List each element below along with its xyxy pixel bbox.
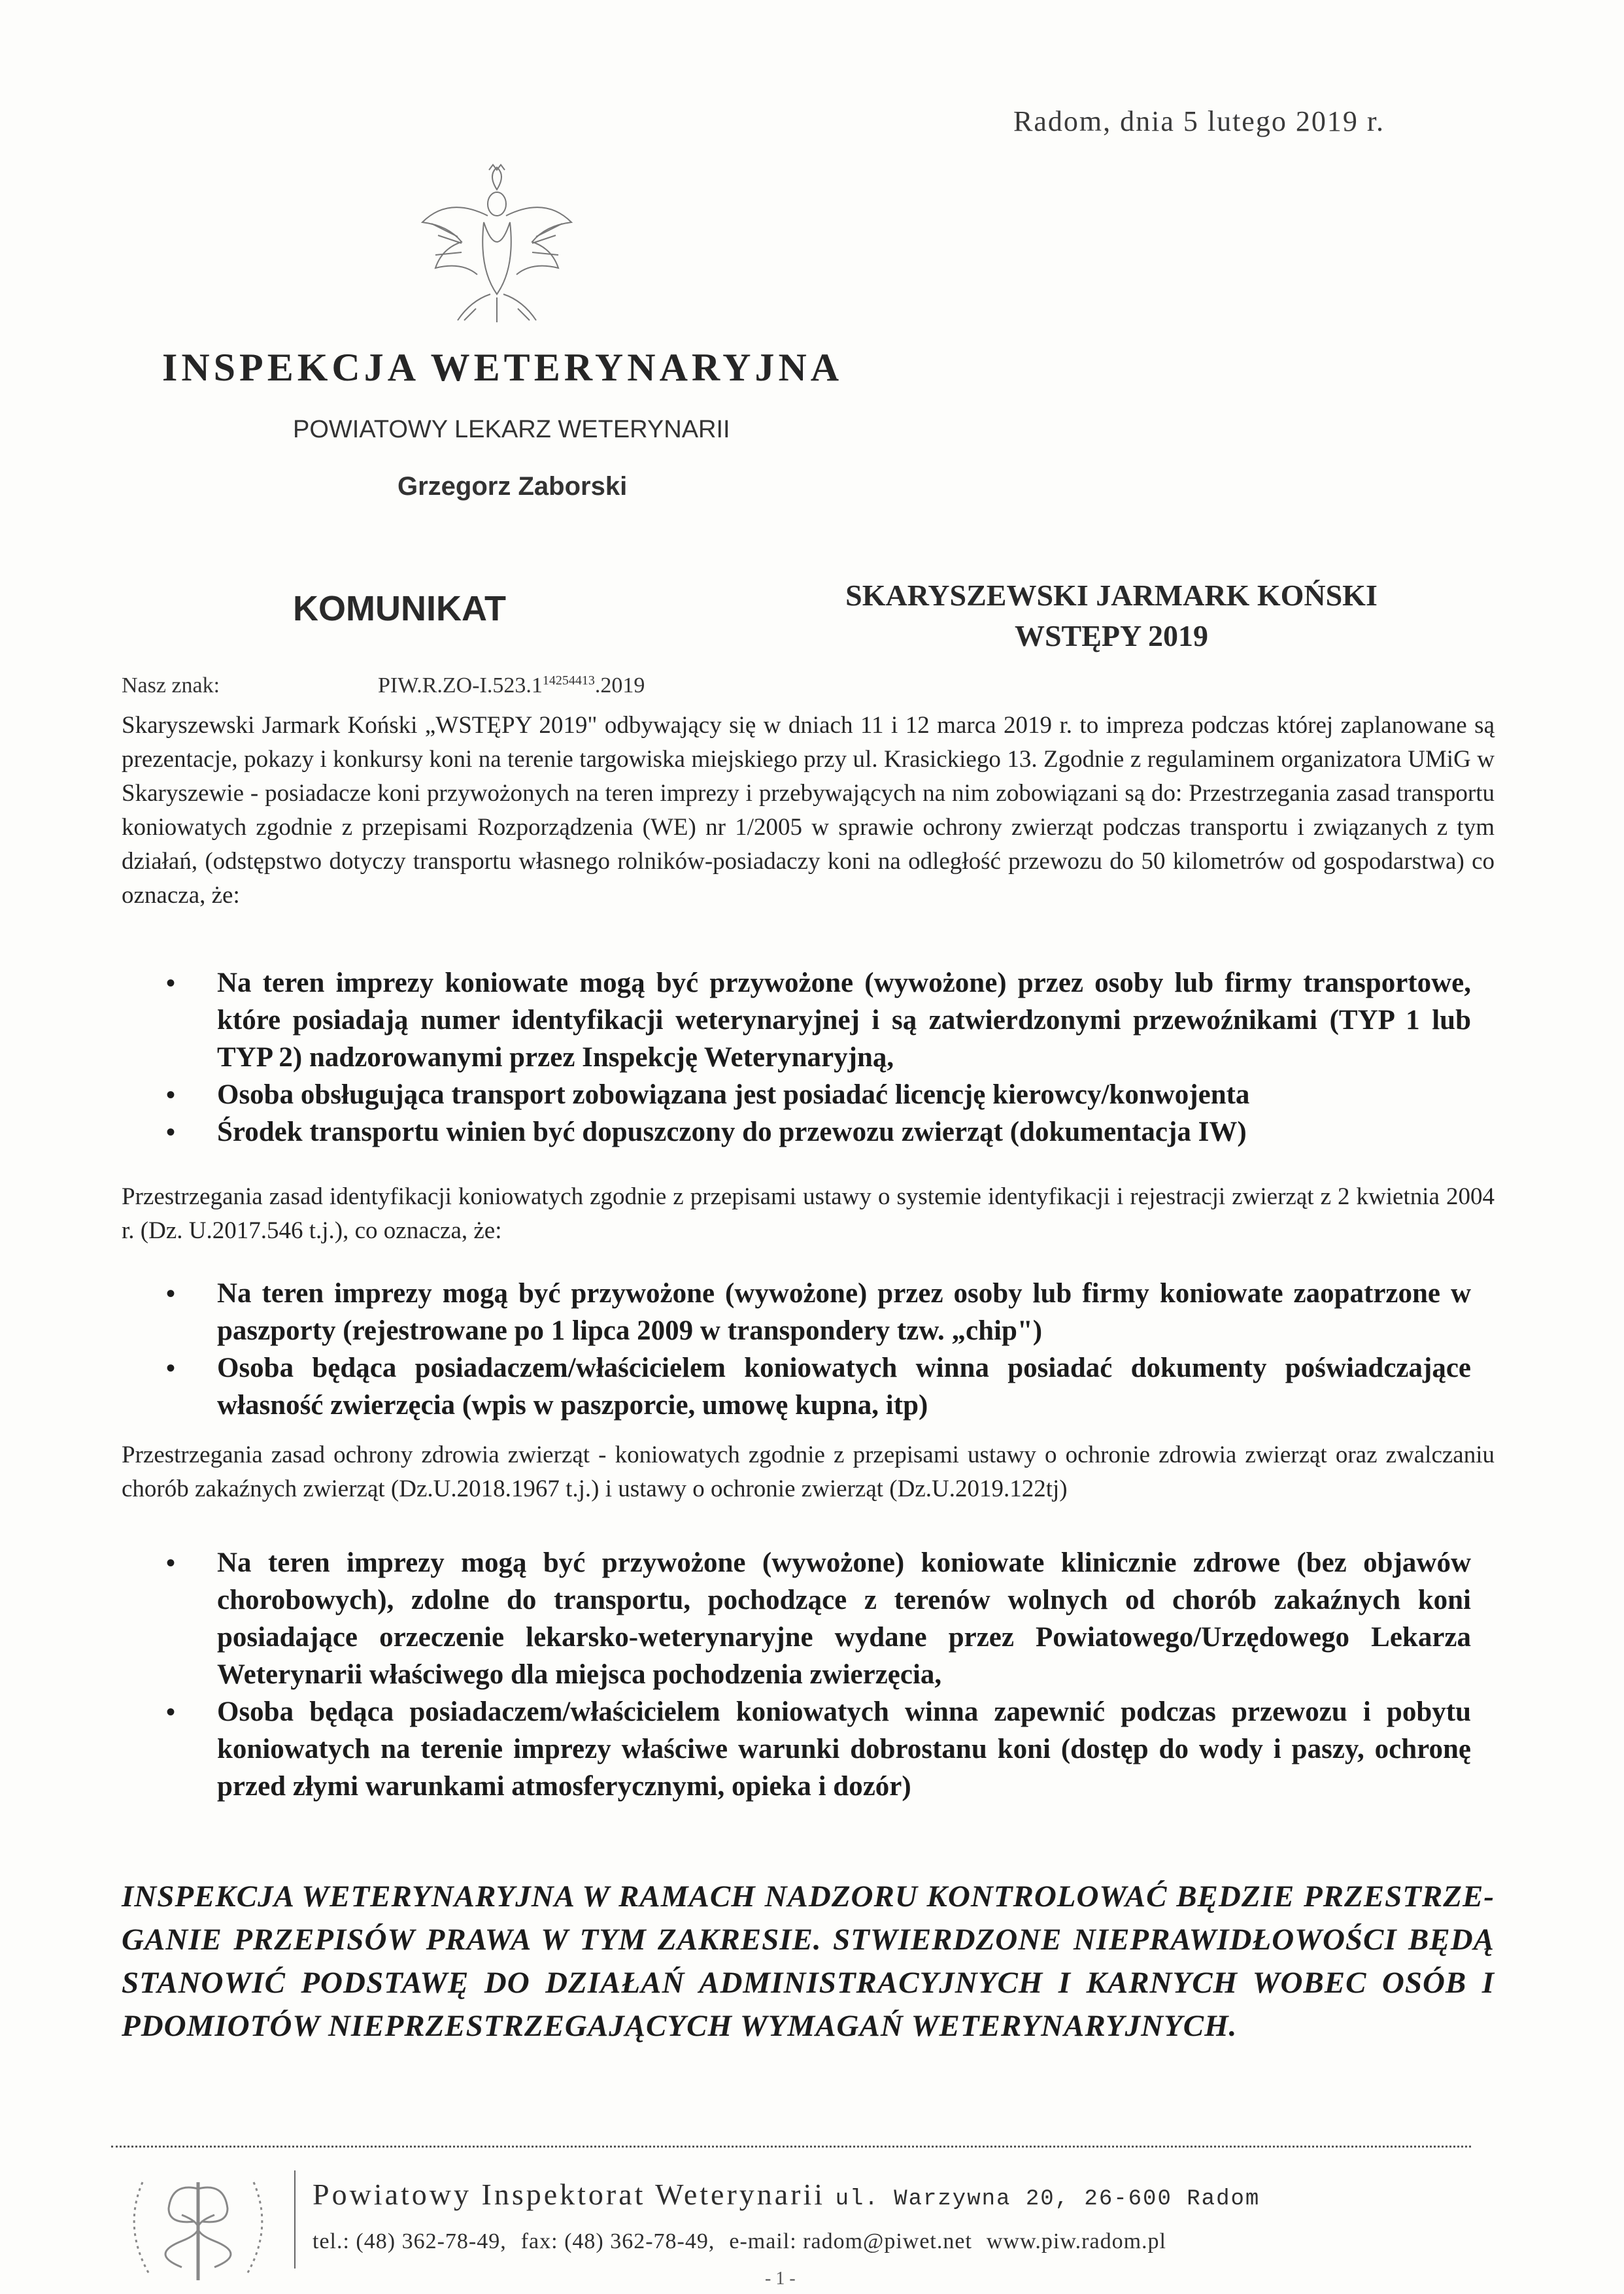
footer-contact-line — [313, 2229, 1181, 2254]
list-item: • Na teren imprezy mogą być przywożone (wywożone) przez osoby lub firmy koniowate zaopatrzone w paszporty (rejestrowane po 1 lipca 2009 w transpondery tzw. „chip") — [163, 1275, 1471, 1349]
footer-phone: tel.: (48) 362-78-49, — [313, 2229, 507, 2253]
reference-label: Nasz znak: — [122, 673, 220, 698]
list-item: • Osoba będąca posiadaczem/właścicielem koniowatych winna posiadać dokumenty poświadczające własność zwierzęcia (wpis w paszporcie, umowę kupna, itp) — [163, 1349, 1471, 1424]
transport-requirements-list — [163, 964, 1471, 1151]
intro-paragraph: Skaryszewski Jarmark Koński „WSTĘPY 2019" odbywający się w dniach 11 i 12 marca 2019 r. to impreza podczas której zaplanowane są prezentacje, pokazy i konkursy koni na terenie targowiska miejskiego przy ul. Krasickiego 13. Zgodnie z regulaminem organizatora UMiG w Skaryszewie - posiadacze koni przywożonych na teren imprezy i przebywających na nim zobowiązani są do: Przestrzegania zasad transportu koniowatych zgodnie z przepisami Rozporządzenia (WE) nr 1/2005 w sprawie ochrony zwierząt podczas transportu i związanych z tym działań, (odstępstwo dotyczy transportu własnego rolników-posiadaczy koni na odległość przewozu do 50 kilometrów od gospodarstwa) co oznacza, że: — [122, 712, 1495, 909]
footer-separator — [294, 2170, 296, 2269]
list-item: • Na teren imprezy koniowate mogą być przywożone (wywożone) przez osoby lub firmy transportowe, które posiadają numer identyfikacji weterynaryjnej i są zatwierdzonymi przewoźnikami (TYP 1 lub TYP 2) nadzorowanymi przez Inspekcję Weterynaryjną, — [163, 964, 1471, 1076]
announcement-heading: KOMUNIKAT — [293, 589, 506, 628]
footer-office-name: Powiatowy Inspektorat Weterynarii — [313, 2178, 826, 2211]
polish-eagle-emblem-icon — [412, 163, 582, 327]
health-requirements-list — [163, 1544, 1471, 1805]
document-date: Radom, dnia 5 lutego 2019 r. — [1013, 105, 1385, 137]
identification-requirements-list — [163, 1275, 1471, 1424]
closing-statement: INSPEKCJA WETERYNARYJNA W RAMACH NADZORU KONTROLOWAĆ BĘDZIE PRZESTRZE-GANIE PRZEPISÓW PRAWA W TYM ZAKRESIE. STWIERDZONE NIEPRAWIDŁOWOŚCI BĘDĄ STANOWIĆ PODSTAWĘ DO DZIAŁAŃ ADMINISTRACYJNYCH I KARNYCH WOBEC OSÓB I PDOMIOTÓW NIEPRZESTRZEGAJĄCYCH WYMAGAŃ WETERYNARYJNYCH. — [122, 1880, 1495, 2043]
list-item: • Środek transportu winien być dopuszczony do przewozu zwierząt (dokumentacja IW) — [163, 1113, 1471, 1151]
footer-email: e-mail: radom@piwet.net — [729, 2229, 972, 2253]
health-paragraph: Przestrzegania zasad ochrony zdrowia zwierząt - koniowatych zgodnie z przepisami ustawy o ochronie zdrowia zwierząt oraz zwalczaniu chorób zakaźnych zwierząt (Dz.U.2018.1967 t.j.) i ustawy o ochronie zwierząt (Dz.U.2019.122tj) — [122, 1442, 1495, 1502]
event-title-line-1: SKARYSZEWSKI JARMARK KOŃSKI — [845, 579, 1378, 612]
institution-title: INSPEKCJA WETERYNARYJNA — [162, 346, 843, 389]
reference-suffix: .2019 — [594, 673, 645, 698]
footer-address: ul. Warzywna 20, 26-600 Radom — [835, 2187, 1260, 2212]
reference-number — [378, 673, 645, 698]
officer-name: Grzegorz Zaborski — [398, 472, 628, 501]
page-number: - 1 - — [765, 2269, 796, 2289]
list-item: • Osoba będąca posiadaczem/właścicielem koniowatych winna zapewnić podczas przewozu i pobytu koniowatych na terenie imprezy właściwe warunki dobrostanu koni (dostęp do wody i paszy, ochronę przed złymi warunkami atmosferycznymi, opieka i dozór) — [163, 1693, 1471, 1805]
list-item: • Osoba obsługująca transport zobowiązana jest posiadać licencję kierowcy/konwojenta — [163, 1076, 1471, 1113]
event-title — [771, 575, 1451, 656]
footer-website: www.piw.radom.pl — [986, 2229, 1166, 2253]
caduceus-logo-icon — [116, 2169, 280, 2287]
institution-subtitle: POWIATOWY LEKARZ WETERYNARII — [293, 416, 730, 443]
reference-prefix: PIW.R.ZO-I.523.1 — [378, 673, 543, 698]
footer-office-line — [313, 2177, 1260, 2212]
footer-divider — [111, 2146, 1471, 2148]
list-item: • Na teren imprezy mogą być przywożone (wywożone) koniowate klinicznie zdrowe (bez objawów chorobowych), zdolne do transportu, pochodzące z terenów wolnych od chorób zakaźnych koni posiadające orzeczenie lekarsko-weterynaryjne wydane przez Powiatowego/Urzędowego Lekarza Weterynarii właściwego dla miejsca pochodzenia zwierzęcia, — [163, 1544, 1471, 1693]
footer-fax: fax: (48) 362-78-49, — [520, 2229, 715, 2253]
reference-superscript: 14254413 — [542, 673, 595, 688]
identification-paragraph: Przestrzegania zasad identyfikacji koniowatych zgodnie z przepisami ustawy o systemie identyfikacji i rejestracji zwierząt z 2 kwietnia 2004 r. (Dz. U.2017.546 t.j.), co oznacza, że: — [122, 1183, 1495, 1244]
event-title-line-2: WSTĘPY 2019 — [1014, 619, 1209, 652]
